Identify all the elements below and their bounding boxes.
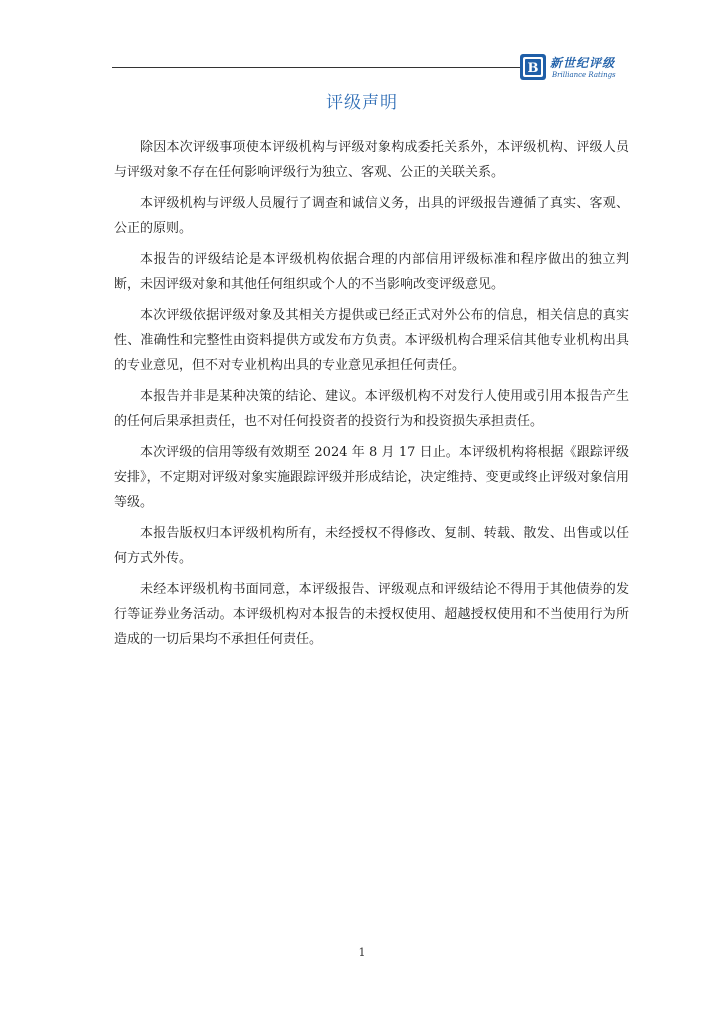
logo-chinese-name: 新世纪评级 [550,56,616,70]
statement-paragraph-7: 本报告版权归本评级机构所有，未经授权不得修改、复制、转载、散发、出售或以任何方式外传。 [114,526,629,566]
statement-paragraph-2: 本评级机构与评级人员履行了调查和诚信义务，出具的评级报告遵循了真实、客观、公正的原则。 [114,196,629,236]
page-title: 评级声明 [326,93,398,113]
svg-text:B: B [527,61,539,76]
statement-body [114,135,629,658]
statement-paragraph-6: 本次评级的信用等级有效期至 2024 年 8 月 17 日止。本评级机构将根据《跟踪评级安排》，不定期对评级对象实施跟踪评级并形成结论，决定维持、变更或终止评级对象信用等级。 [114,445,629,510]
logo-english-name: Brilliance Ratings [552,71,616,79]
statement-paragraph-1: 除因本次评级事项使本评级机构与评级对象构成委托关系外，本评级机构、评级人员与评级对象不存在任何影响评级行为独立、客观、公正的关联关系。 [114,140,629,180]
page-number: 1 [358,946,366,959]
logo-mark-icon [520,54,546,80]
statement-paragraph-4: 本次评级依据评级对象及其相关方提供或已经正式对外公布的信息，相关信息的真实性、准确性和完整性由资料提供方或发布方负责。本评级机构合理采信其他专业机构出具的专业意见，但不对专业机构出具的专业意见承担任何责任。 [114,308,629,373]
statement-paragraph-8: 未经本评级机构书面同意，本评级报告、评级观点和评级结论不得用于其他债券的发行等证券业务活动。本评级机构对本报告的未授权使用、超越授权使用和不当使用行为所造成的一切后果均不承担任何责任。 [114,582,629,647]
brilliance-ratings-logo [520,52,620,86]
statement-paragraph-5: 本报告并非是某种决策的结论、建议。本评级机构不对发行人使用或引用本报告产生的任何后果承担责任，也不对任何投资者的投资行为和投资损失承担责任。 [114,389,629,429]
header-rule [112,67,524,68]
page-header [0,0,724,90]
statement-paragraph-3: 本报告的评级结论是本评级机构依据合理的内部信用评级标准和程序做出的独立判断，未因评级对象和其他任何组织或个人的不当影响改变评级意见。 [114,252,629,292]
